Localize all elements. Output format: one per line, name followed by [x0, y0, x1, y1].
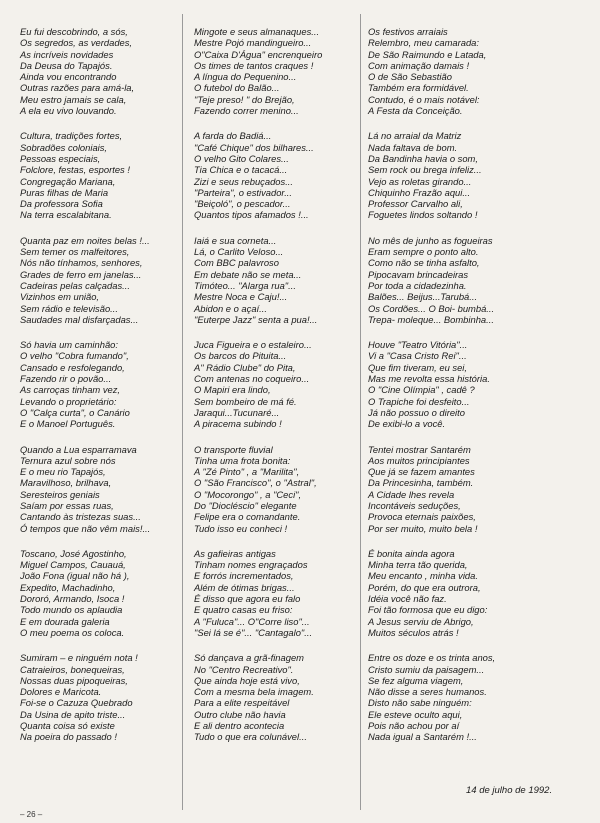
- stanza: [368, 444, 548, 534]
- poem-line: Eu fui descobrindo, a sós,: [20, 26, 128, 37]
- poem-line: Fazendo correr menino...: [194, 105, 299, 117]
- poem-line: Pessoas especiais,: [20, 152, 101, 164]
- poem-line: Timóteo... "Alarga rua"...: [194, 279, 296, 291]
- poem-line: Idéia você não faz.: [368, 593, 447, 605]
- stanza: [20, 444, 200, 534]
- poem-line: Iaiá e sua corneta...: [194, 234, 277, 246]
- poem-line: Que ainda hoje está vivo,: [194, 674, 300, 686]
- poem-line: Foguetes lindos soltando !: [368, 209, 478, 221]
- poem-line: A "Fuluca"... O"Corre liso"...: [194, 615, 310, 627]
- poem-line: Fazendo rir o povão...: [20, 373, 112, 385]
- poem-line: Sem rock ou brega infeliz...: [368, 164, 482, 176]
- poem-line: Cristo sumiu da paisagem...: [368, 663, 485, 675]
- poem-line: O meu poema os coloca.: [20, 626, 125, 638]
- poem-line: Aos muitos principiantes: [368, 454, 470, 466]
- poem-line: Que já se fazem amantes: [368, 466, 475, 478]
- poem-line: Entre os doze e os trinta anos,: [368, 652, 496, 664]
- poem-line: Minha terra tão querida,: [368, 559, 468, 571]
- poem-line: E em dourada galeria: [20, 615, 110, 627]
- stanza: [20, 548, 200, 638]
- poem-line: Tinha uma frota bonita:: [194, 454, 291, 466]
- poem-line: Muitos séculos atrás !: [368, 626, 459, 638]
- poem-line: A" Rádio Clube" do Pita,: [194, 361, 296, 373]
- poem-line: Zizi e seus rebuçados...: [194, 175, 294, 187]
- poem-line: O "Cine Olímpia" , cadê ?: [368, 384, 475, 396]
- stanza: [194, 548, 374, 638]
- poem-line: Da Princesinha, também.: [368, 477, 474, 489]
- stanza: [20, 235, 200, 325]
- poem-line: "Café Chique" dos bilhares...: [194, 141, 314, 153]
- poem-line: Sumiram – e ninguém nota !: [20, 652, 138, 664]
- poem-line: A "Zé Pinto" , a "Marilita",: [194, 466, 300, 478]
- poem-line: De exibi-lo a você.: [368, 418, 446, 430]
- poem-line: Os times de tantos craques !: [194, 59, 314, 71]
- stanza: [20, 130, 200, 220]
- poem-line: Disto não sabe ninguém:: [368, 697, 472, 709]
- poem-line: Com antenas no coqueiro...: [194, 373, 310, 385]
- poem-line: Mestre Noca e Caju!...: [194, 291, 288, 303]
- poem-line: Vi a "Casa Cristo Rei"...: [368, 350, 467, 362]
- stanza: [368, 26, 548, 116]
- poem-line: Tinham nomes engraçados: [194, 559, 308, 571]
- poem-line: Nossas duas pipoqueiras,: [20, 674, 128, 686]
- poem-line: Contudo, é o mais notável:: [368, 93, 480, 105]
- poem-line: Levando o proprietário:: [20, 395, 117, 407]
- poem-line: Mas me revolta essa história.: [368, 373, 490, 385]
- poem-line: Sobradões coloniais,: [20, 141, 108, 153]
- poem-line: O de São Sebastião: [368, 71, 452, 83]
- poem-line: Não disse a seres humanos.: [368, 686, 487, 698]
- poem-line: O transporte fluvial: [194, 443, 273, 455]
- stanza: [194, 26, 374, 116]
- poem-line: "Parteira", o estivador...: [194, 186, 293, 198]
- poem-line: Toscano, José Agostinho,: [20, 547, 127, 559]
- poem-line: E ali dentro acontecia: [194, 720, 285, 732]
- poem-line: Tia Chica e o tacacá...: [194, 164, 288, 176]
- poem-line: "Euterpe Jazz" senta a pua!...: [194, 313, 318, 325]
- poem-line: Sem temer os malfeitores,: [20, 246, 130, 258]
- poem-column-1: [20, 26, 200, 743]
- poem-line: Eram sempre o ponto alto.: [368, 246, 479, 258]
- poem-line: Miguel Campos, Cauauá,: [20, 559, 126, 571]
- poem-line: Mingote e seus almanaques...: [194, 26, 320, 37]
- stanza: [368, 235, 548, 325]
- poem-line: Os barcos do Pituita...: [194, 350, 287, 362]
- poem-line: As carroças tinham vez,: [20, 384, 121, 396]
- poem-line: Pipocavam brincadeiras: [368, 268, 469, 280]
- poem-line: O "São Francisco", o "Astral",: [194, 477, 317, 489]
- poem-line: Quanta coisa só existe: [20, 720, 115, 732]
- poem-line: Quando a Lua esparramava: [20, 443, 137, 455]
- poem-line: Incontáveis seduções,: [368, 499, 461, 511]
- poem-line: Pois não achou por aí: [368, 720, 460, 732]
- poem-line: Vizinhos em união,: [20, 291, 100, 303]
- poem-line: A língua do Pequenino...: [194, 71, 297, 83]
- poem-line: É disso que agora eu falo: [194, 593, 301, 605]
- poem-line: Seresteiros geniais: [20, 488, 100, 500]
- poem-line: João Fona (igual não há ),: [20, 570, 130, 582]
- poem-line: Além de ótimas brigas...: [194, 581, 295, 593]
- poem-line: Tudo o que era colunável...: [194, 731, 307, 743]
- poem-line: Como não se tinha asfalto,: [368, 257, 480, 269]
- poem-line: E forrós incrementados,: [194, 570, 294, 582]
- poem-line: Da Deusa do Tapajós.: [20, 59, 113, 71]
- stanza: [20, 652, 200, 742]
- poem-line: Meu estro jamais se cala,: [20, 93, 127, 105]
- poem-line: Cultura, tradições fortes,: [20, 130, 123, 142]
- poem-date: 14 de julho de 1992.: [466, 785, 553, 796]
- poem-line: A Cidade lhes revela: [368, 488, 455, 500]
- poem-line: Nada faltava de bom.: [368, 141, 458, 153]
- poem-line: Da professora Sofia: [20, 198, 103, 210]
- poem-line: O Trapiche foi desfeito...: [368, 395, 470, 407]
- poem-line: O Mapiri era lindo,: [194, 384, 271, 396]
- poem-line: O"Caixa D'Água" encrenqueiro: [194, 48, 323, 60]
- stanza: [368, 130, 548, 220]
- poem-line: Todo mundo os aplaudia: [20, 604, 123, 616]
- poem-line: Chiquinho Frazão aqui...: [368, 186, 471, 198]
- poem-line: "Beiçoló", o pescador...: [194, 198, 291, 210]
- poem-line: O velho Gito Colares...: [194, 152, 289, 164]
- stanza: [194, 130, 374, 220]
- poem-line: Que fim tiveram, eu sei,: [368, 361, 467, 373]
- poem-line: Da Usina de apito triste...: [20, 708, 126, 720]
- poem-line: É bonita ainda agora: [368, 547, 455, 559]
- poem-line: Abidon e o açaí...: [194, 302, 267, 314]
- poem-line: Porém, do que era outrora,: [368, 581, 481, 593]
- poem-line: Tentei mostrar Santarém: [368, 443, 471, 455]
- poem-line: Felipe era o comandante.: [194, 511, 301, 523]
- poem-line: Mestre Pojó mandingueiro...: [194, 37, 312, 49]
- poem-line: Cantando às tristezas suas...: [20, 511, 141, 523]
- poem-column-3: [368, 26, 548, 743]
- stanza: [368, 548, 548, 638]
- poem-line: Se fez alguma viagem,: [368, 674, 464, 686]
- poem-line: Ternura azul sobre nós: [20, 454, 116, 466]
- stanza: [194, 652, 374, 742]
- poem-line: Para a elite respeitável: [194, 697, 290, 709]
- poem-line: Jaraqui...Tucunaré...: [194, 406, 280, 418]
- poem-line: Ó tempos que não vêm mais!...: [20, 522, 151, 534]
- poem-line: Por toda a cidadezinha.: [368, 279, 467, 291]
- poem-line: Os Cordões... O Boi- bumbá...: [368, 302, 495, 314]
- poem-line: Professor Carvalho ali,: [368, 198, 463, 210]
- stanza: [368, 339, 548, 429]
- page-number: – 26 –: [20, 810, 43, 819]
- poem-line: Já não possuo o direito: [368, 406, 465, 418]
- poem-line: E quatro casas eu friso:: [194, 604, 293, 616]
- poem-line: Os festivos arraiais: [368, 26, 448, 37]
- poem-line: As incríveis novidades: [20, 48, 114, 60]
- stanza: [20, 26, 200, 116]
- stanza: [194, 444, 374, 534]
- poem-line: Foi-se o Cazuza Quebrado: [20, 697, 133, 709]
- poem-line: Trepa- moleque... Bombinha...: [368, 313, 494, 325]
- poem-line: Puras filhas de Maria: [20, 186, 109, 198]
- poem-line: A piracema subindo !: [194, 418, 282, 430]
- stanza: [20, 339, 200, 429]
- poem-line: Saíam por essas ruas,: [20, 499, 114, 511]
- poem-line: Outras razões para amá-la,: [20, 82, 135, 94]
- poem-line: "Sei lá se é"... "Cantagalo"...: [194, 626, 313, 638]
- poem-line: Ele esteve oculto aqui,: [368, 708, 463, 720]
- poem-line: Provoca eternais paixões,: [368, 511, 476, 523]
- poem-line: Em debate não se meta...: [194, 268, 302, 280]
- poem-line: Na terra escalabitana.: [20, 209, 112, 221]
- poem-line: Folclore, festas, esportes !: [20, 164, 130, 176]
- poem-line: Balões... Beijus...Tarubá...: [368, 291, 478, 303]
- poem-line: Nada igual a Santarém !...: [368, 731, 477, 743]
- poem-line: E o Manoel Português.: [20, 418, 116, 430]
- poem-line: No "Centro Recreativo".: [194, 663, 294, 675]
- poem-line: Relembro, meu camarada:: [368, 37, 479, 49]
- poem-line: O velho "Cobra fumando",: [20, 350, 129, 362]
- poem-line: Cansado e resfolegando,: [20, 361, 125, 373]
- poem-line: Sem bombeiro de má fé.: [194, 395, 297, 407]
- poem-line: Expedito, Machadinho,: [20, 581, 116, 593]
- poem-line: Lá, o Carlito Veloso...: [194, 246, 284, 258]
- poem-line: Juca Figueira e o estaleiro...: [194, 339, 312, 351]
- poem-line: Lá no arraial da Matriz: [368, 130, 462, 142]
- poem-line: Dororó, Armando, Isoca !: [20, 593, 125, 605]
- poem-line: O futebol do Balão...: [194, 82, 280, 94]
- stanza: [194, 235, 374, 325]
- poem-line: De São Raimundo e Latada,: [368, 48, 487, 60]
- poem-line: Os segredos, as verdades,: [20, 37, 133, 49]
- poem-line: Da Bandinha havia o som,: [368, 152, 478, 164]
- poem-line: A Festa da Conceição.: [368, 105, 463, 117]
- poem-line: Dolores e Maricota.: [20, 686, 102, 698]
- poem-line: Quantos tipos afamados !...: [194, 209, 309, 221]
- poem-line: Só dançava a grã-finagem: [194, 652, 304, 664]
- poem-line: As gafieiras antigas: [194, 547, 276, 559]
- poem-line: Sem rádio e televisão...: [20, 302, 118, 314]
- poem-line: Cadeiras pelas calçadas...: [20, 279, 130, 291]
- poem-line: Com animação damais !: [368, 59, 470, 71]
- poem-line: Congregação Mariana,: [20, 175, 116, 187]
- poem-line: O "Calça curta", o Canário: [20, 406, 130, 418]
- poem-line: A farda do Badiá...: [194, 130, 272, 142]
- poem-line: No mês de junho as fogueiras: [368, 234, 493, 246]
- poem-line: Quanta paz em noites belas !...: [20, 234, 150, 246]
- poem-line: Por ser muito, muito bela !: [368, 522, 478, 534]
- poem-line: A Jesus serviu de Abrigo,: [368, 615, 474, 627]
- poem-line: Foi tão formosa que eu digo:: [368, 604, 488, 616]
- poem-line: Do "Diocléscio" elegante: [194, 499, 297, 511]
- poem-line: Saudades mal disfarçadas...: [20, 313, 139, 325]
- poem-line: Tudo isso eu conheci !: [194, 522, 288, 534]
- poem-line: Houve "Teatro Vitória"...: [368, 339, 468, 351]
- poem-column-2: [194, 26, 374, 743]
- poem-line: Grades de ferro em janelas...: [20, 268, 142, 280]
- poem-line: Também era formidável.: [368, 82, 469, 94]
- poem-line: "Teje preso! " do Brejão,: [194, 93, 295, 105]
- poem-line: Catraieiros, bonequeiras,: [20, 663, 125, 675]
- poem-line: A ela eu vivo louvando.: [20, 105, 117, 117]
- poem-line: Na poeira do passado !: [20, 731, 117, 743]
- poem-line: Ainda vou encontrando: [20, 71, 117, 83]
- poem-line: E o meu rio Tapajós,: [20, 466, 106, 478]
- poem-line: Com BBC palavroso: [194, 257, 279, 269]
- poem-line: O "Mocorongo" , a "Ceci",: [194, 488, 302, 500]
- poem-line: Meu encanto , minha vida.: [368, 570, 478, 582]
- poem-line: Vejo as roletas girando...: [368, 175, 472, 187]
- poem-line: Maravilhoso, brilhava,: [20, 477, 112, 489]
- poem-line: Nós não tínhamos, senhores,: [20, 257, 143, 269]
- stanza: [194, 339, 374, 429]
- poem-line: Só havia um caminhão:: [20, 339, 118, 351]
- stanza: [368, 652, 548, 742]
- poem-line: Com a mesma bela imagem.: [194, 686, 314, 698]
- poem-line: Outro clube não havia: [194, 708, 286, 720]
